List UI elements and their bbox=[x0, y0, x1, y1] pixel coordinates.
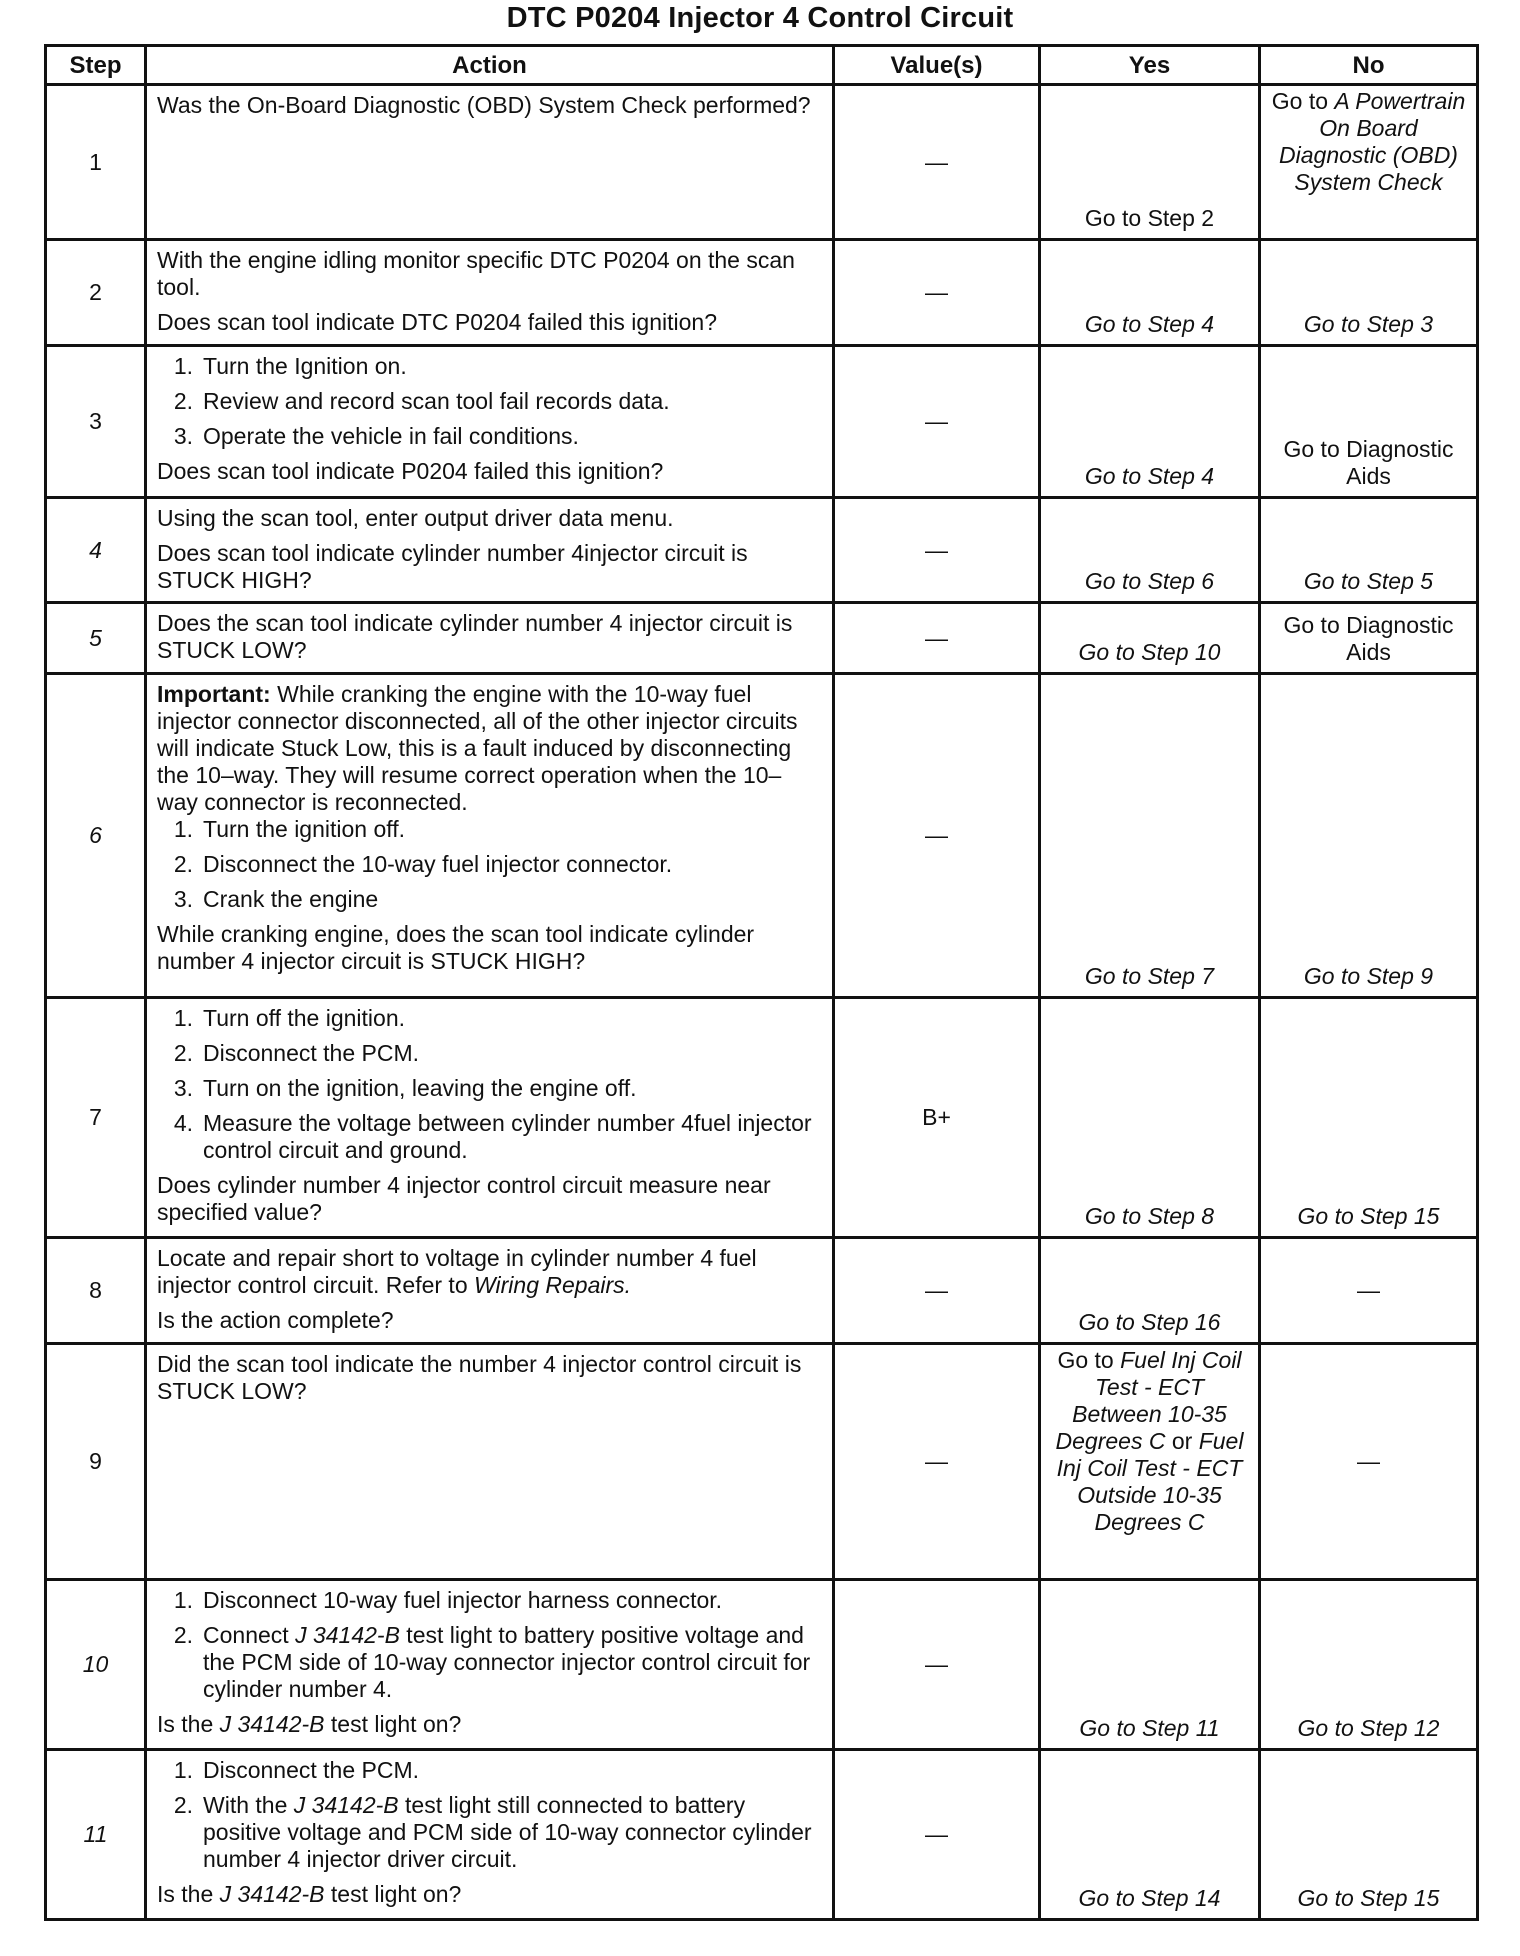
instruction-text: Locate and repair short to voltage in cylinder number 4 fuel injector control circuit. Refer to Wiring Repairs. bbox=[157, 1245, 757, 1298]
value-cell: — bbox=[834, 85, 1040, 240]
no-cell[interactable]: Go to Step 9 bbox=[1260, 674, 1478, 998]
step-number: 8 bbox=[46, 1238, 146, 1344]
list-item: 2. Review and record scan tool fail records data. bbox=[173, 388, 670, 414]
action-cell bbox=[146, 1344, 834, 1580]
value-cell: — bbox=[834, 603, 1040, 674]
action-cell bbox=[146, 998, 834, 1238]
question-text: Does scan tool indicate DTC P0204 failed this ignition? bbox=[157, 309, 717, 335]
procedure-list bbox=[157, 1005, 822, 1164]
yes-cell: Go to Step 2 bbox=[1040, 85, 1260, 240]
question-text: While cranking engine, does the scan tool indicate cylinder number 4 injector circuit is STUCK HIGH? bbox=[157, 921, 755, 974]
yes-cell[interactable]: Go to Step 6 bbox=[1040, 498, 1260, 603]
list-item: 2. Disconnect the PCM. bbox=[173, 1040, 420, 1066]
step-number: 10 bbox=[46, 1580, 146, 1750]
action-cell bbox=[146, 603, 834, 674]
question-text: Does scan tool indicate cylinder number 4injector circuit is STUCK HIGH? bbox=[157, 540, 748, 593]
value-cell: — bbox=[834, 240, 1040, 346]
list-item: 2. With the J 34142-B test light still connected to battery positive voltage and PCM side of 10-way connector cylinder number 4 injector driver circuit. bbox=[173, 1792, 812, 1872]
step-number: 11 bbox=[46, 1750, 146, 1920]
table-header-row bbox=[46, 46, 1478, 85]
yes-cell[interactable]: Go to Step 11 bbox=[1040, 1580, 1260, 1750]
no-cell bbox=[1260, 85, 1478, 240]
table-row bbox=[46, 998, 1478, 1238]
no-cell[interactable]: Go to Step 15 bbox=[1260, 1750, 1478, 1920]
list-item: 1. Turn the Ignition on. bbox=[173, 353, 407, 379]
fuel-inj-coil-test-between-link[interactable]: Fuel Inj Coil Test - ECT Between 10-35 Degrees C bbox=[1055, 1347, 1242, 1454]
table-row bbox=[46, 603, 1478, 674]
no-cell[interactable]: Go to Step 5 bbox=[1260, 498, 1478, 603]
yes-cell[interactable]: Go to Step 14 bbox=[1040, 1750, 1260, 1920]
yes-cell[interactable]: Go to Step 10 bbox=[1040, 603, 1260, 674]
question-text: Was the On-Board Diagnostic (OBD) System Check performed? bbox=[157, 92, 811, 118]
step-number: 2 bbox=[46, 240, 146, 346]
list-item: 1. Turn off the ignition. bbox=[173, 1005, 406, 1031]
table-row bbox=[46, 1344, 1478, 1580]
action-cell bbox=[146, 85, 834, 240]
no-prefix: Go to bbox=[1271, 88, 1335, 114]
instruction-text: With the engine idling monitor specific DTC P0204 on the scan tool. bbox=[157, 247, 795, 300]
table-row bbox=[46, 1750, 1478, 1920]
list-item: 1. Disconnect the PCM. bbox=[173, 1757, 420, 1783]
no-cell[interactable]: Go to Step 3 bbox=[1260, 240, 1478, 346]
question-text: Does scan tool indicate P0204 failed this ignition? bbox=[157, 458, 664, 484]
step-number: 5 bbox=[46, 603, 146, 674]
action-cell bbox=[146, 1580, 834, 1750]
header-no: No bbox=[1260, 46, 1478, 85]
value-cell: — bbox=[834, 1750, 1040, 1920]
yes-cell[interactable]: Go to Step 7 bbox=[1040, 674, 1260, 998]
fuel-inj-coil-test-outside-link[interactable]: Fuel Inj Coil Test - ECT Outside 10-35 Degrees C bbox=[1056, 1428, 1244, 1535]
action-cell bbox=[146, 1238, 834, 1344]
no-cell: — bbox=[1260, 1344, 1478, 1580]
no-cell[interactable]: Go to Step 15 bbox=[1260, 998, 1478, 1238]
no-cell: — bbox=[1260, 1238, 1478, 1344]
obd-system-check-link[interactable]: A Powertrain On Board Diagnostic (OBD) System Check bbox=[1279, 88, 1466, 195]
header-values: Value(s) bbox=[834, 46, 1040, 85]
question-text: Is the J 34142-B test light on? bbox=[157, 1711, 462, 1737]
step-number: 3 bbox=[46, 346, 146, 498]
no-cell[interactable]: Go to Step 12 bbox=[1260, 1580, 1478, 1750]
table-row bbox=[46, 674, 1478, 998]
list-item: 3. Turn on the ignition, leaving the engine off. bbox=[173, 1075, 637, 1101]
list-item: 3. Operate the vehicle in fail conditions. bbox=[173, 423, 579, 449]
value-cell: — bbox=[834, 498, 1040, 603]
table-row bbox=[46, 1580, 1478, 1750]
action-cell bbox=[146, 1750, 834, 1920]
no-cell[interactable]: Go to Diagnostic Aids bbox=[1260, 603, 1478, 674]
question-text: Does cylinder number 4 injector control circuit measure near specified value? bbox=[157, 1172, 771, 1225]
table-row bbox=[46, 85, 1478, 240]
step-number: 1 bbox=[46, 85, 146, 240]
list-item: 1. Disconnect 10-way fuel injector harness connector. bbox=[173, 1587, 723, 1613]
yes-cell[interactable]: Go to Step 8 bbox=[1040, 998, 1260, 1238]
wiring-repairs-link[interactable]: Wiring Repairs. bbox=[474, 1272, 632, 1298]
yes-cell[interactable]: Go to Step 4 bbox=[1040, 346, 1260, 498]
list-item: 2. Disconnect the 10-way fuel injector connector. bbox=[173, 851, 673, 877]
list-item: 3. Crank the engine bbox=[173, 886, 379, 912]
step-number: 7 bbox=[46, 998, 146, 1238]
table-row bbox=[46, 240, 1478, 346]
test-light-tool-ref: J 34142-B bbox=[295, 1622, 400, 1648]
test-light-tool-ref: J 34142-B bbox=[293, 1792, 399, 1818]
question-text: Did the scan tool indicate the number 4 injector control circuit is STUCK LOW? bbox=[157, 1351, 802, 1404]
diagnostic-table bbox=[44, 44, 1479, 1921]
procedure-list bbox=[157, 816, 822, 913]
value-cell: B+ bbox=[834, 998, 1040, 1238]
header-yes: Yes bbox=[1040, 46, 1260, 85]
question-text: Does the scan tool indicate cylinder number 4 injector circuit is STUCK LOW? bbox=[157, 610, 793, 663]
page-title: DTC P0204 Injector 4 Control Circuit bbox=[506, 2, 1014, 34]
value-cell: — bbox=[834, 674, 1040, 998]
list-item: 4. Measure the voltage between cylinder number 4fuel injector control circuit and ground. bbox=[173, 1110, 812, 1163]
list-item: 1. Turn the ignition off. bbox=[173, 816, 406, 842]
table-row bbox=[46, 498, 1478, 603]
yes-cell[interactable]: Go to Step 4 bbox=[1040, 240, 1260, 346]
procedure-list bbox=[157, 1757, 822, 1873]
action-cell bbox=[146, 498, 834, 603]
yes-cell: Go to Fuel Inj Coil Test - ECT Between 10-35 Degrees C or Fuel Inj Coil Test - ECT Outside 10-35 Degrees C bbox=[1040, 1344, 1260, 1580]
question-text: Is the action complete? bbox=[157, 1307, 394, 1333]
question-text: Is the J 34142-B test light on? bbox=[157, 1881, 462, 1907]
table-row bbox=[46, 1238, 1478, 1344]
value-cell: — bbox=[834, 346, 1040, 498]
value-cell: — bbox=[834, 1238, 1040, 1344]
value-cell: — bbox=[834, 1580, 1040, 1750]
step-number: 6 bbox=[46, 674, 146, 998]
step-number: 4 bbox=[46, 498, 146, 603]
table-row bbox=[46, 346, 1478, 498]
instruction-text: Using the scan tool, enter output driver data menu. bbox=[157, 505, 674, 531]
action-cell bbox=[146, 674, 834, 998]
important-note: Important: While cranking the engine with the 10-way fuel injector connector disconnected, all of the other injector circuits will indicate Stuck Low, this is a fault induced by disconnecting the 10–way. They will resume correct operation when the 10–way connector is reconnected. bbox=[157, 681, 798, 815]
value-cell: — bbox=[834, 1344, 1040, 1580]
step-number: 9 bbox=[46, 1344, 146, 1580]
action-cell bbox=[146, 240, 834, 346]
procedure-list bbox=[157, 1587, 822, 1703]
no-cell[interactable]: Go to Diagnostic Aids bbox=[1260, 346, 1478, 498]
action-cell bbox=[146, 346, 834, 498]
procedure-list bbox=[157, 353, 822, 450]
yes-cell[interactable]: Go to Step 16 bbox=[1040, 1238, 1260, 1344]
header-action: Action bbox=[146, 46, 834, 85]
header-step: Step bbox=[46, 46, 146, 85]
list-item: 2. Connect J 34142-B test light to battery positive voltage and the PCM side of 10-way connector injector control circuit for cylinder number 4. bbox=[173, 1622, 811, 1702]
